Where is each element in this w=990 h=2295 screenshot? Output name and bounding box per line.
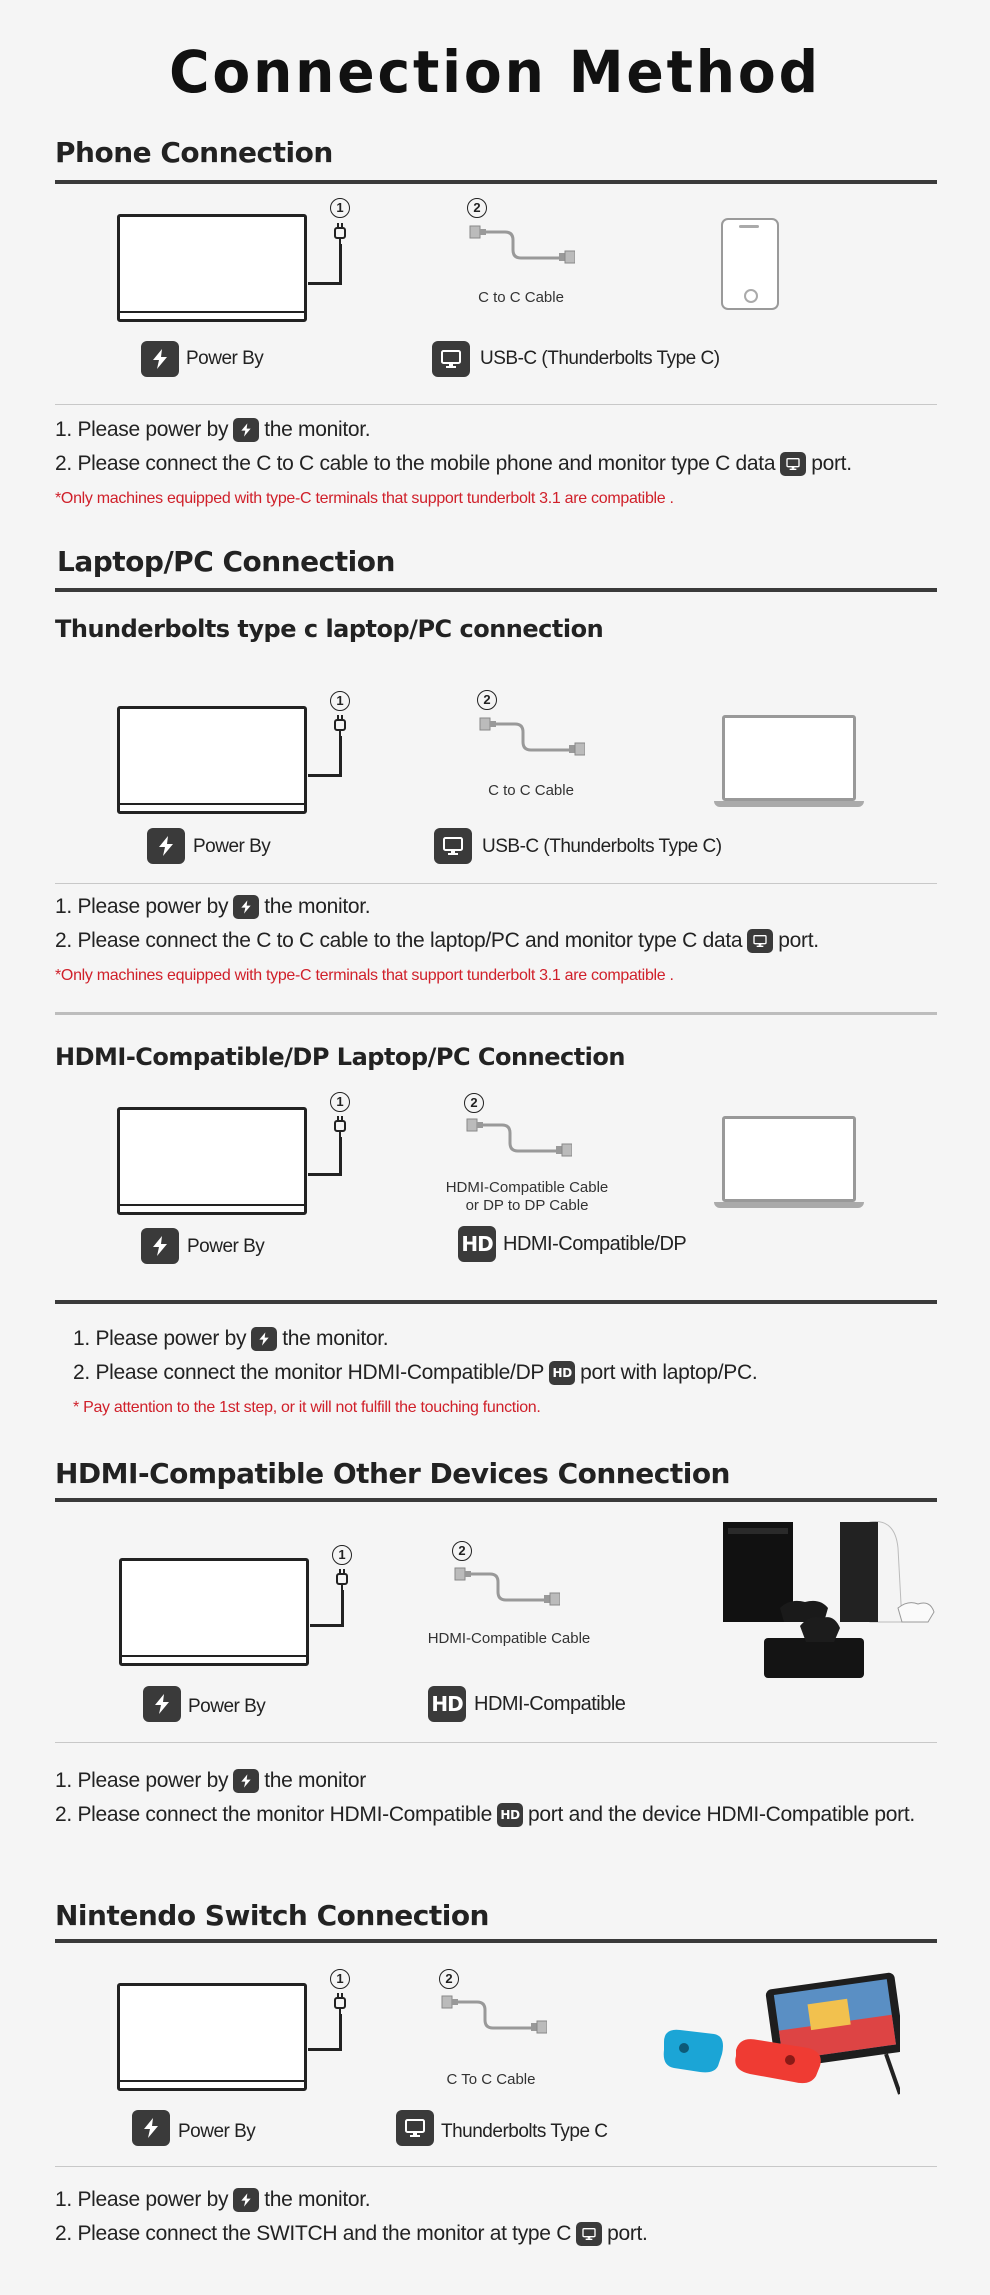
monitor-illustration — [117, 214, 307, 322]
power-cable-line — [308, 774, 342, 777]
power-label: Power By — [193, 836, 271, 857]
usbc-inline-icon — [576, 2222, 602, 2246]
port-label: HDMI-Compatible — [474, 1693, 626, 1715]
power-inline-icon — [233, 1769, 259, 1793]
cable-icon — [475, 714, 585, 774]
power-badge — [143, 1686, 181, 1722]
monitor-illustration — [117, 706, 307, 814]
section-divider — [55, 1300, 937, 1304]
divider — [55, 2166, 937, 2167]
step-text: port. — [607, 2222, 648, 2245]
power-label: Power By — [178, 2121, 256, 2142]
power-inline-icon — [251, 1327, 277, 1351]
step-text: 2. Please connect the C to C cable to the laptop/PC and monitor type C data — [55, 929, 743, 952]
port-label: HDMI-Compatible/DP — [503, 1233, 687, 1255]
port-label: USB-C (Thunderbolts Type C) — [482, 836, 722, 857]
thunderbolt-subtitle: Thunderbolts type c laptop/PC connection — [55, 615, 604, 643]
monitor-icon — [439, 347, 463, 371]
monitor-illustration — [117, 1107, 307, 1215]
step-text: port. — [811, 452, 852, 475]
port-label: USB-C (Thunderbolts Type C) — [480, 348, 720, 369]
power-label: Power By — [186, 348, 264, 369]
step-2 — [55, 452, 852, 476]
step-text: 1. Please power by — [55, 418, 229, 441]
step-text: 2. Please connect the monitor HDMI-Compatible/DP — [73, 1361, 545, 1384]
monitor-illustration — [117, 1983, 307, 2091]
power-label: Power By — [187, 1236, 265, 1257]
monitor-icon — [403, 2116, 427, 2140]
step-1 — [55, 2188, 370, 2212]
cable-label-line: or DP to DP Cable — [465, 1197, 589, 1214]
monitor-illustration — [119, 1558, 309, 1666]
step-1 — [73, 1327, 388, 1351]
lightning-bolt-icon — [154, 834, 178, 858]
usbc-badge — [396, 2110, 434, 2146]
usbc-badge — [434, 828, 472, 864]
monitor-icon — [441, 834, 465, 858]
power-plug-icon — [335, 1568, 349, 1590]
power-cable-line — [310, 1624, 344, 1627]
divider — [55, 1742, 937, 1743]
usbc-inline-icon — [780, 452, 806, 476]
hdmi-inline-icon: HD — [497, 1803, 523, 1827]
step-text: 1. Please power by — [55, 1769, 229, 1792]
step-2 — [55, 2222, 648, 2246]
laptop-icon — [722, 715, 856, 801]
usbc-inline-icon — [747, 929, 773, 953]
laptop-icon — [722, 1116, 856, 1202]
power-cable-line — [308, 2048, 342, 2051]
laptop-base — [714, 1202, 864, 1208]
step-number-1: 1 — [330, 691, 350, 711]
step-number-1: 1 — [330, 1969, 350, 1989]
cable-label: C To C Cable — [446, 2071, 536, 2088]
power-badge — [141, 341, 179, 377]
step-text: the monitor. — [264, 895, 371, 918]
section-divider — [55, 588, 937, 592]
power-cable-line — [339, 1137, 342, 1175]
step-number-1: 1 — [332, 1545, 352, 1565]
power-cable-line — [339, 736, 342, 776]
cable-label: HDMI-Compatible Cable — [427, 1630, 591, 1647]
power-badge — [141, 1228, 179, 1264]
step-text: port with laptop/PC. — [580, 1361, 758, 1384]
power-plug-icon — [333, 1115, 347, 1137]
step-2 — [73, 1361, 757, 1385]
step-number-2: 2 — [464, 1093, 484, 1113]
cable-label-line: HDMI-Compatible Cable — [445, 1179, 609, 1196]
step-text: the monitor — [264, 1769, 366, 1792]
cable-label — [427, 1179, 627, 1215]
hdmi-dp-section-title: HDMI-Compatible/DP Laptop/PC Connection — [55, 1043, 625, 1071]
step-text: 2. Please connect the monitor HDMI-Compatible — [55, 1803, 493, 1826]
section-divider — [55, 180, 937, 184]
power-plug-icon — [333, 222, 347, 244]
divider — [55, 1012, 937, 1015]
power-cable-line — [308, 1173, 342, 1176]
step-1 — [55, 418, 370, 442]
step-1 — [55, 1769, 366, 1793]
lightning-bolt-icon — [148, 1234, 172, 1258]
power-inline-icon — [233, 895, 259, 919]
lightning-bolt-icon — [150, 1692, 174, 1716]
step-2 — [55, 929, 819, 953]
power-cable-line — [339, 244, 342, 284]
power-inline-icon — [233, 418, 259, 442]
port-label: Thunderbolts Type C — [441, 2121, 608, 2142]
other-devices-section-title: HDMI-Compatible Other Devices Connection — [55, 1457, 730, 1490]
step-text: 2. Please connect the SWITCH and the monitor at type C — [55, 2222, 572, 2245]
power-plug-icon — [333, 714, 347, 736]
hdmi-badge: HD — [428, 1686, 466, 1722]
power-badge — [132, 2110, 170, 2146]
switch-section-title: Nintendo Switch Connection — [55, 1899, 489, 1932]
laptop-base — [714, 801, 864, 807]
step-2 — [55, 1803, 915, 1827]
step-text: port. — [778, 929, 819, 952]
power-cable-line — [308, 282, 342, 285]
section-divider — [55, 1939, 937, 1943]
power-inline-icon — [233, 2188, 259, 2212]
lightning-bolt-icon — [139, 2116, 163, 2140]
phone-icon — [721, 218, 779, 310]
divider — [55, 883, 937, 884]
cable-icon — [450, 1564, 560, 1624]
step-text: the monitor. — [264, 418, 371, 441]
step-text: 1. Please power by — [55, 2188, 229, 2211]
hdmi-inline-icon: HD — [549, 1361, 575, 1385]
phone-section-title: Phone Connection — [55, 136, 333, 169]
game-consoles-image — [720, 1518, 940, 1698]
power-label: Power By — [188, 1696, 266, 1717]
step-number-2: 2 — [467, 198, 487, 218]
power-badge — [147, 828, 185, 864]
lightning-bolt-icon — [148, 347, 172, 371]
step-text: 1. Please power by — [55, 895, 229, 918]
section-divider — [55, 1498, 937, 1502]
power-cable-line — [339, 2014, 342, 2050]
step-number-2: 2 — [477, 690, 497, 710]
step-text: the monitor. — [264, 2188, 371, 2211]
power-plug-icon — [333, 1992, 347, 2014]
cable-label: C to C Cable — [488, 782, 574, 799]
step-number-2: 2 — [452, 1541, 472, 1561]
touch-note: * Pay attention to the 1st step, or it will not fulfill the touching function. — [73, 1399, 541, 1416]
step-1 — [55, 895, 370, 919]
step-number-2: 2 — [439, 1969, 459, 1989]
cable-icon — [465, 222, 575, 282]
hdmi-badge: HD — [458, 1226, 496, 1262]
divider — [55, 404, 937, 405]
step-text: 2. Please connect the C to C cable to the mobile phone and monitor type C data — [55, 452, 776, 475]
usbc-badge — [432, 341, 470, 377]
cable-icon — [437, 1992, 547, 2052]
step-number-1: 1 — [330, 1092, 350, 1112]
step-text: port and the device HDMI-Compatible port. — [528, 1803, 915, 1826]
power-cable-line — [341, 1590, 344, 1626]
page-title: Connection Method — [169, 38, 821, 106]
cable-icon — [462, 1115, 572, 1175]
laptop-section-title: Laptop/PC Connection — [57, 545, 395, 578]
compatibility-note: *Only machines equipped with type-C terminals that support tunderbolt 3.1 are compatible . — [55, 490, 674, 507]
step-number-1: 1 — [330, 198, 350, 218]
cable-label: C to C Cable — [478, 289, 564, 306]
step-text: 1. Please power by — [73, 1327, 247, 1350]
compatibility-note: *Only machines equipped with type-C terminals that support tunderbolt 3.1 are compatible . — [55, 967, 674, 984]
nintendo-switch-image — [660, 1970, 900, 2100]
step-text: the monitor. — [282, 1327, 389, 1350]
